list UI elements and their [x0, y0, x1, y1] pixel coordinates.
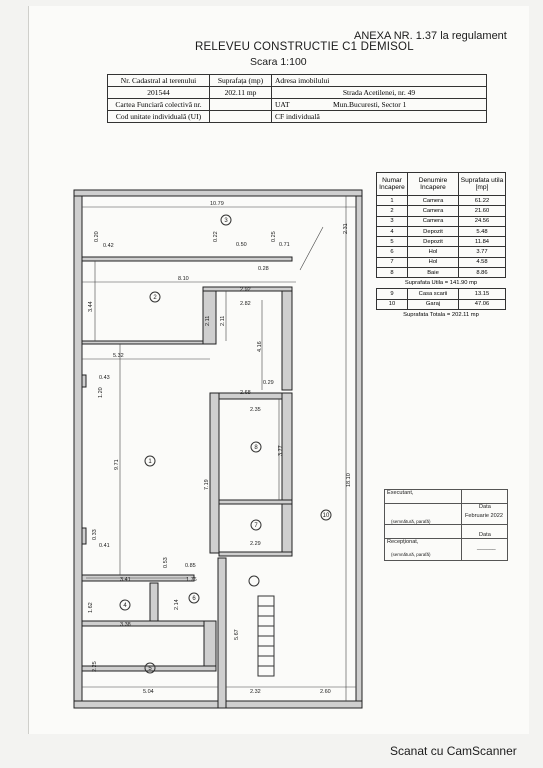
dim-label: 1.62	[88, 602, 94, 613]
dim-label: 2.68	[240, 390, 251, 396]
dim-label: 10.79	[210, 201, 224, 207]
id-cell: 202.11 mp	[210, 87, 272, 99]
dim-label: 2.14	[174, 599, 180, 610]
room-number: 9	[377, 289, 408, 299]
room-name: Garaj	[408, 299, 459, 309]
dim-label: 0.33	[92, 529, 98, 540]
date-label-2: Data	[479, 532, 491, 538]
room-name: Camera	[408, 216, 459, 226]
plan-scale: Scara 1:100	[250, 56, 307, 68]
date-value: Februarie 2022	[465, 513, 503, 519]
room-3-number: 3	[224, 218, 228, 224]
dim-label: 0.41	[99, 543, 110, 549]
room-area: 5.48	[459, 226, 506, 236]
id-cell: Strada Acetilenei, nr. 49	[272, 87, 487, 99]
walls	[74, 190, 362, 708]
dim-label: 0.43	[99, 375, 110, 381]
dim-label: 5.32	[113, 353, 124, 359]
executant-label: Executant,	[387, 490, 414, 496]
room-name: Depozit	[408, 226, 459, 236]
area-head-area: Suprafata utila [mp]	[459, 173, 506, 196]
room-5-number: 5	[148, 666, 152, 672]
id-cell: Suprafața (mp)	[210, 75, 272, 87]
dim-label: 0.85	[185, 563, 196, 569]
room-number: 6	[377, 247, 408, 257]
dim-label: 5.04	[143, 689, 154, 695]
dim-label: 0.29	[263, 380, 274, 386]
dim-label: 2.11	[220, 315, 226, 326]
area-head-number: Numar Incapere	[377, 173, 408, 196]
id-cell: CF individuală	[272, 111, 487, 123]
dim-label: 8.10	[178, 276, 189, 282]
room-2-number: 2	[153, 295, 157, 301]
room-area: 21.60	[459, 206, 506, 216]
dim-label: 4.16	[257, 341, 263, 352]
room-name: Hol	[408, 257, 459, 267]
id-cell: Cod unitate individuală (UI)	[108, 111, 210, 123]
room-area: 11.84	[459, 237, 506, 247]
dim-label: 7.19	[204, 479, 210, 490]
annex-label: ANEXA NR. 1.37 la regulament	[354, 30, 507, 42]
dim-label: 9.71	[114, 459, 120, 470]
dim-label: 2.35	[250, 407, 261, 413]
id-cell: 201544	[108, 87, 210, 99]
dim-label: 3.77	[278, 445, 284, 456]
room-area: 47.06	[459, 299, 506, 309]
dim-label: 0.50	[236, 242, 247, 248]
room-name: Hol	[408, 247, 459, 257]
room-area: 8.86	[459, 268, 506, 278]
room-number: 8	[377, 268, 408, 278]
room-area: 61.22	[459, 196, 506, 206]
id-cell: Cartea Funciară colectivă nr.	[108, 99, 210, 111]
room-number: 3	[377, 216, 408, 226]
dim-label: 3.44	[88, 301, 94, 312]
room-number: 4	[377, 226, 408, 236]
dim-label: 18.10	[346, 473, 352, 487]
plan-title: RELEVEU CONSTRUCTIE C1 DEMISOL	[195, 41, 414, 53]
id-cell: Adresa imobilului	[272, 75, 487, 87]
room-name: Camera	[408, 196, 459, 206]
room-name: Baie	[408, 268, 459, 278]
uat-label: UAT	[275, 100, 290, 109]
dim-label: 2.92	[240, 287, 251, 293]
room-area: 4.58	[459, 257, 506, 267]
received-label: Recepționat,	[387, 539, 419, 545]
received-signature-hint: (semnătură, parafă)	[391, 552, 431, 557]
useful-area-total: Suprafata Utila = 141.90 mp	[404, 280, 478, 287]
dim-label: 0.20	[94, 231, 100, 242]
dim-label: 3.38	[120, 622, 131, 628]
date-label: Data	[479, 504, 491, 510]
room-number: 10	[377, 299, 408, 309]
uat-value: Mun.Bucuresti, Sector 1	[333, 100, 407, 109]
room-number: 1	[377, 196, 408, 206]
id-cell: Nr. Cadastral al terenului	[108, 75, 210, 87]
room-4-number: 4	[123, 603, 127, 609]
dim-label: 2.11	[205, 315, 211, 326]
scanner-watermark: Scanat cu CamScanner	[390, 744, 517, 758]
dim-label: 5.67	[234, 629, 240, 640]
executant-signature-hint: (semnătură, parafă)	[391, 519, 431, 524]
dim-label: 2.32	[250, 689, 261, 695]
dim-label: 0.42	[103, 243, 114, 249]
dim-label: 1.76	[186, 577, 197, 583]
total-area: Suprafata Totala = 202.11 mp	[403, 311, 479, 318]
dim-label: 2.31	[343, 223, 349, 234]
date-value-2: ______	[477, 545, 496, 551]
room-name: Depozit	[408, 237, 459, 247]
room-area: 13.15	[459, 289, 506, 299]
dim-label: 2.25	[92, 661, 98, 672]
room-7-number: 7	[254, 523, 258, 529]
room-number: 2	[377, 206, 408, 216]
room-8-number: 8	[254, 445, 258, 451]
dim-label: 0.28	[258, 266, 269, 272]
dim-label: 0.53	[163, 557, 169, 568]
dim-label: 0.25	[271, 231, 277, 242]
area-head-name: Denumire Incapere	[408, 173, 459, 196]
room-area: 24.56	[459, 216, 506, 226]
dim-label: 0.71	[279, 242, 290, 248]
dim-label: 2.60	[320, 689, 331, 695]
dim-label: 2.82	[240, 301, 251, 307]
room-10-number: 10	[322, 513, 330, 519]
dim-label: 1.20	[98, 387, 104, 398]
room-area: 3.77	[459, 247, 506, 257]
room-1-number: 1	[148, 459, 152, 465]
room-number: 7	[377, 257, 408, 267]
dim-label: 2.29	[250, 541, 261, 547]
stair	[258, 596, 274, 676]
room-name: Casa scarii	[408, 289, 459, 299]
room-6-number: 6	[192, 596, 196, 602]
dim-label: 0.22	[213, 231, 219, 242]
room-number: 5	[377, 237, 408, 247]
dim-label: 3.41	[120, 577, 131, 583]
room-name: Camera	[408, 206, 459, 216]
